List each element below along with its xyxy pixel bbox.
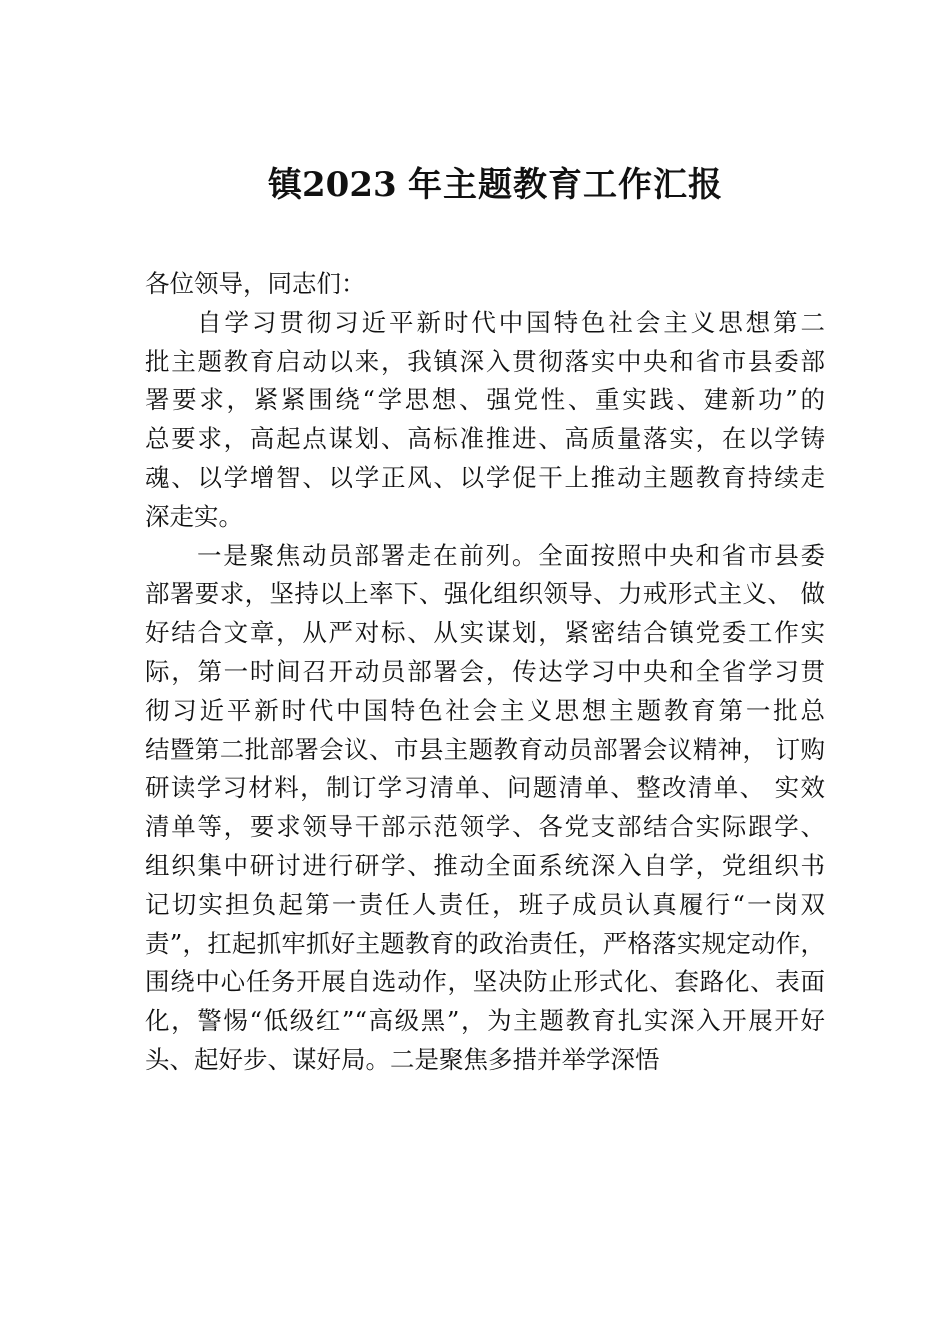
text-line: 部署要求，坚持以上率下、强化组织领导、力戒形式主义、 做 bbox=[145, 579, 825, 609]
paragraph-1 bbox=[145, 304, 825, 537]
text-line: 彻习近平新时代中国特色社会主义思想主题教育第一批总 bbox=[145, 695, 825, 725]
text-line: 深走实。 bbox=[145, 501, 243, 531]
document-body bbox=[145, 265, 825, 1080]
text-line: 责”，扛起抓牢抓好主题教育的政治责任，严格落实规定动作， bbox=[145, 928, 825, 958]
document-title bbox=[268, 160, 738, 210]
text-line: 批主题教育启动以来，我镇深入贯彻落实中央和省市县委部 bbox=[145, 346, 825, 376]
paragraph-2 bbox=[145, 537, 825, 1080]
title-part-2: 年主题教育工作汇报 bbox=[408, 165, 723, 205]
text-line: 围绕中心任务开展自选动作，坚决防止形式化、套路化、表面 bbox=[145, 967, 825, 997]
text-line: 好结合文章，从严对标、从实谋划，紧密结合镇党委工作实 bbox=[145, 618, 825, 648]
text-line: 自学习贯彻习近平新时代中国特色社会主义思想第二 bbox=[197, 307, 825, 337]
title-part-1: 镇2023 bbox=[268, 165, 397, 205]
text-line: 清单等，要求领导干部示范领学、各党支部结合实际跟学、 bbox=[145, 812, 825, 842]
text-line: 组织集中研讨进行研学、推动全面系统深入自学，党组织书 bbox=[145, 850, 825, 880]
text-line: 魂、以学增智、以学正风、以学促干上推动主题教育持续走 bbox=[145, 462, 825, 492]
text-line: 一是聚焦动员部署走在前列。全面按照中央和省市县委 bbox=[197, 540, 825, 570]
text-line: 化，警惕“低级红”“高级黑”，为主题教育扎实深入开展开好 bbox=[145, 1006, 825, 1036]
text-line: 研读学习材料，制订学习清单、问题清单、整改清单、 实效 bbox=[145, 773, 825, 803]
text-line: 结暨第二批部署会议、市县主题教育动员部署会议精神， 订购 bbox=[145, 734, 825, 764]
text-line: 记切实担负起第一责任人责任，班子成员认真履行“一岗双 bbox=[145, 889, 825, 919]
salutation: 各位领导，同志们： bbox=[145, 269, 366, 298]
text-line: 头、起好步、谋好局。二是聚焦多措并举学深悟 bbox=[145, 1044, 660, 1074]
text-line: 署要求，紧紧围绕“学思想、强党性、重实践、建新功”的 bbox=[145, 385, 825, 415]
text-line: 总要求，高起点谋划、高标准推进、高质量落实，在以学铸 bbox=[145, 424, 825, 454]
text-line: 际，第一时间召开动员部署会，传达学习中央和全省学习贯 bbox=[145, 656, 825, 686]
